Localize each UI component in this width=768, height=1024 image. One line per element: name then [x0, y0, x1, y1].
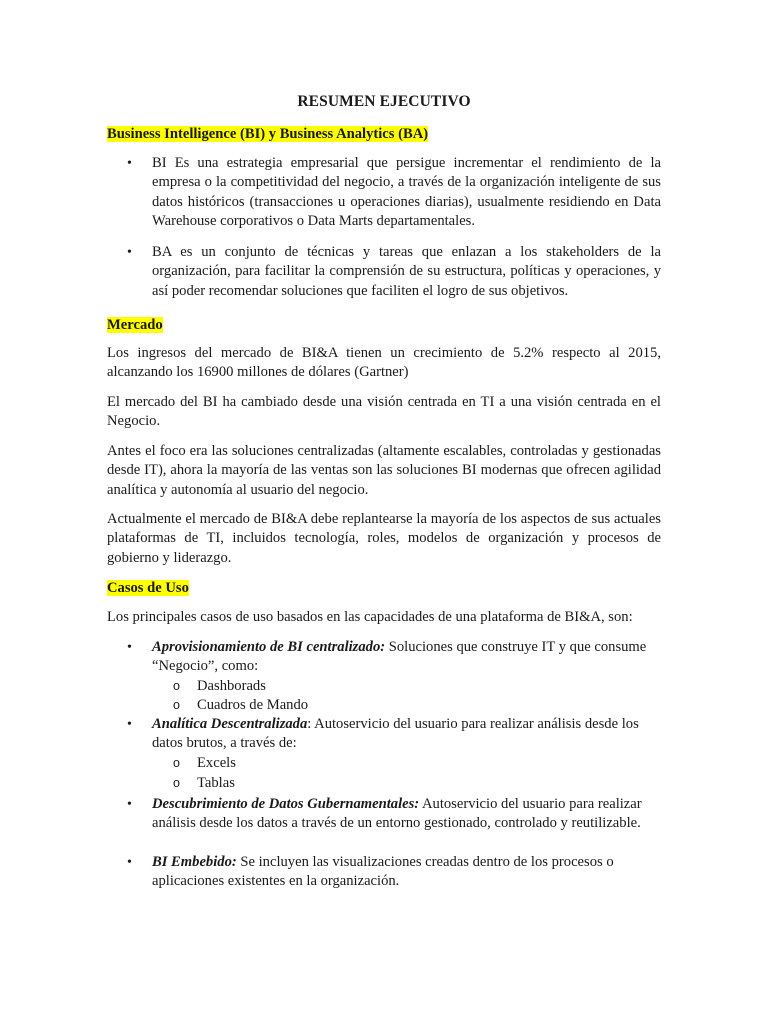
- use-case-item: [127, 638, 661, 677]
- sub-list-item: [173, 774, 497, 793]
- paragraph-actualmente: Actualmente el mercado de BI&A debe replantearse la mayoría de los aspectos de sus actuales plataformas de TI, incluidos tecnología, roles, modelos de organización y procesos de gobierno y liderazgo.: [107, 511, 661, 566]
- bullet-item-bi: [127, 154, 661, 231]
- use-case-text: Se incluyen las visualizaciones creadas dentro de los procesos o: [236, 854, 614, 870]
- use-case-text-cont: “Negocio”, como:: [152, 658, 259, 675]
- sub-list-item: [173, 677, 497, 696]
- bullet-icon: •: [127, 156, 132, 171]
- bullet-item-ba: [127, 243, 661, 301]
- bullet-icon: •: [127, 797, 132, 812]
- paragraph-casos-intro: Los principales casos de uso basados en las capacidades de una plataforma de BI&A, son:: [107, 609, 633, 625]
- section-heading-bi-ba: [107, 125, 428, 144]
- use-case-text: Soluciones que construye IT y que consume: [385, 639, 647, 655]
- use-case-text: : Autoservicio del usuario para realizar análisis desde los: [307, 716, 639, 732]
- use-case-item: [127, 853, 661, 892]
- section-heading-text: Business Intelligence (BI) y Business Analytics (BA): [107, 126, 429, 142]
- use-case-text-cont: aplicaciones existentes en la organización.: [152, 873, 400, 890]
- sub-list-item: [173, 754, 497, 773]
- bullet-icon: •: [127, 245, 132, 260]
- sub-list-text: Excels: [197, 755, 236, 771]
- section-heading-casos-de-uso: [107, 579, 189, 598]
- use-case-label: Aprovisionamiento de BI centralizado:: [152, 639, 386, 655]
- sub-bullet-icon: o: [173, 776, 180, 790]
- use-case-label: Analítica Descentralizada: [152, 716, 308, 732]
- sub-list-text: Cuadros de Mando: [197, 697, 309, 713]
- use-case-text-cont: análisis desde los datos a través de un entorno gestionado, controlado y reutilizable.: [152, 815, 641, 832]
- use-case-text-cont: datos brutos, a través de:: [152, 735, 297, 752]
- bullet-text: BI Es una estrategia empresarial que persigue incrementar el rendimiento de la empresa o la competitividad del negocio, a través de la organización inteligente de sus datos históricos (transacciones u operaciones diarias), usualmente residiendo en Data Warehouse corporativos o Data Marts departamentales.: [152, 155, 661, 229]
- page-title: RESUMEN EJECUTIVO: [297, 93, 471, 110]
- sub-bullet-icon: o: [173, 756, 180, 770]
- sub-list-text: Tablas: [197, 775, 235, 791]
- sub-list-text: Dashborads: [197, 678, 266, 694]
- paragraph-foco: Antes el foco era las soluciones centralizadas (altamente escalables, controladas y gestionadas desde IT), ahora la mayoría de las ventas son las soluciones BI modernas que ofrecen agilidad analítica y autonomía al usuario del negocio.: [107, 443, 661, 498]
- paragraph-mercado-cambio: El mercado del BI ha cambiado desde una visión centrada en TI a una visión centrada en el Negocio.: [107, 394, 661, 430]
- paragraph-ingresos: Los ingresos del mercado de BI&A tienen un crecimiento de 5.2% respecto al 2015, alcanzando los 16900 millones de dólares (Gartner): [107, 345, 661, 381]
- bullet-icon: •: [127, 855, 132, 870]
- use-case-text: Autoservicio del usuario para realizar: [419, 796, 642, 812]
- use-case-label: BI Embebido:: [152, 854, 237, 870]
- use-case-item: [127, 795, 661, 834]
- bullet-icon: •: [127, 640, 132, 655]
- use-case-item: [127, 715, 661, 754]
- sub-list-item: [173, 696, 497, 715]
- bullet-icon: •: [127, 717, 132, 732]
- section-heading-mercado: [107, 316, 163, 335]
- section-heading-text: Casos de Uso: [107, 580, 189, 596]
- use-case-label: Descubrimiento de Datos Gubernamentales:: [152, 796, 420, 812]
- sub-bullet-icon: o: [173, 679, 180, 693]
- bullet-text: BA es un conjunto de técnicas y tareas que enlazan a los stakeholders de la organización, para facilitar la comprensión de su estructura, políticas y operaciones, y así poder recomendar soluciones que faciliten el logro de sus objetivos.: [152, 244, 661, 299]
- sub-bullet-icon: o: [173, 698, 180, 712]
- section-heading-text: Mercado: [107, 317, 163, 333]
